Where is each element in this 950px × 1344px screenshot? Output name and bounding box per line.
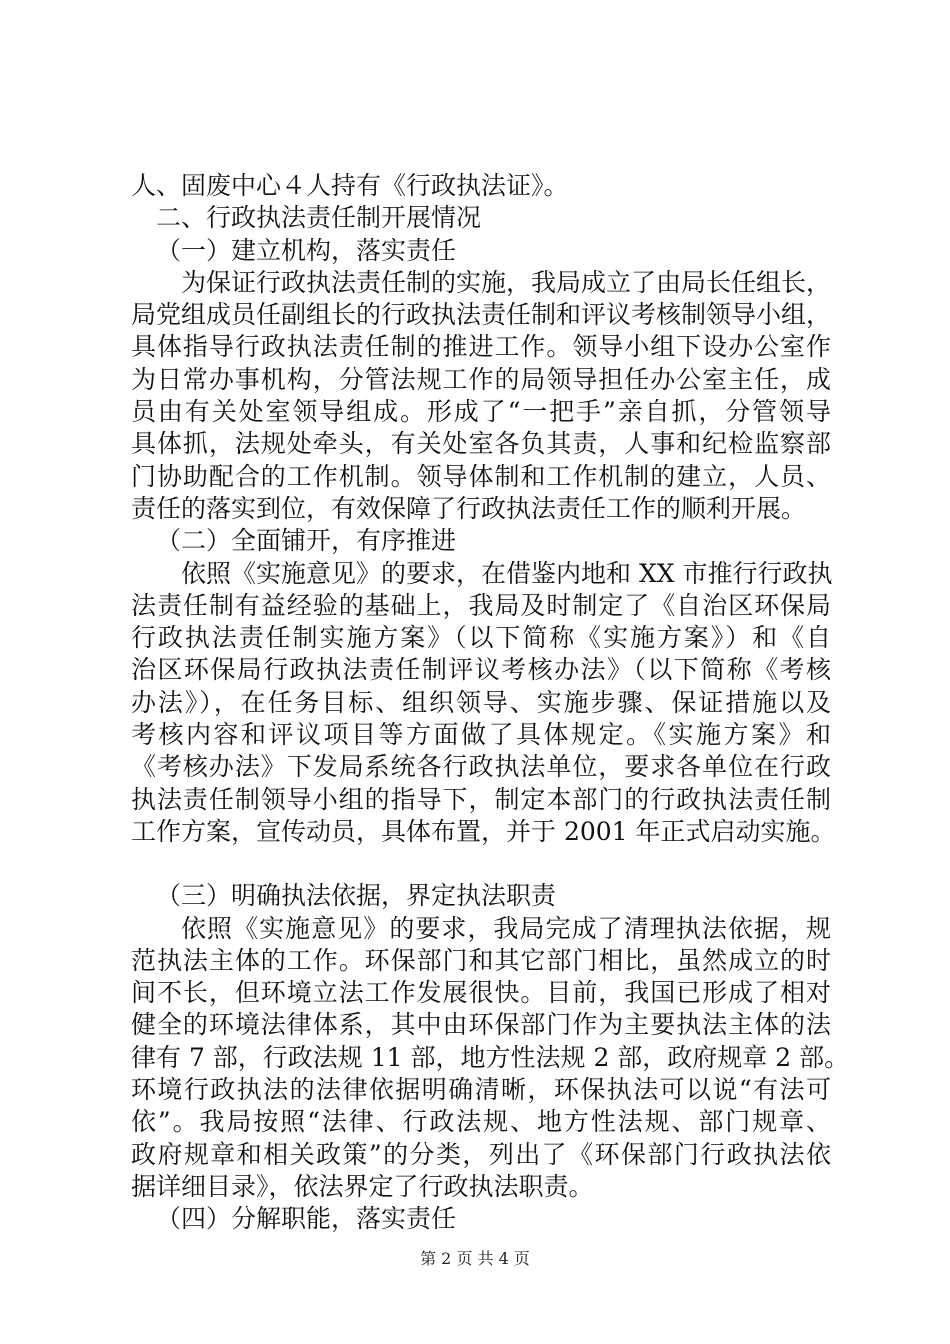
paragraph-line: 员由有关处室领导组成。形成了“一把手”亲自抓，分管领导 — [131, 397, 831, 427]
paragraph-gap — [131, 848, 831, 880]
paragraph-line: 法责任制有益经验的基础上，我局及时制定了《自治区环保局 — [131, 590, 831, 620]
section-heading: 二、行政执法责任制开展情况 — [156, 203, 482, 233]
paragraph-line: 考核内容和评议项目等方面做了具体规定。《实施方案》和 — [131, 720, 831, 750]
paragraph-line: 工作方案，宣传动员，具体布置，并于 2001 年正式启动实施。 — [131, 816, 836, 846]
paragraph-line: 具体指导行政执法责任制的推进工作。领导小组下设办公室作 — [131, 332, 831, 362]
text-line: 人、固废中心４人持有《行政执法证》。 — [131, 171, 569, 200]
paragraph-line: 局党组成员任副组长的行政执法责任制和评议考核制领导小组， — [131, 300, 832, 330]
paragraph-line: 《考核办法》下发局系统各行政执法单位，要求各单位在行政 — [131, 752, 831, 782]
paragraph-line: 据详细目录》，依法界定了行政执法职责。 — [131, 1171, 594, 1201]
page-footer: 第 2 页 共 4 页 — [420, 1249, 530, 1268]
paragraph-line: 具体抓，法规处牵头，有关处室各负其责，人事和纪检监察部 — [131, 429, 831, 459]
paragraph-line: 依照《实施意见》的要求，在借鉴内地和 XX 市推行行政执 — [181, 558, 833, 588]
document-body — [131, 170, 850, 1236]
paragraph-line: 责任的落实到位，有效保障了行政执法责任工作的顺利开展。 — [131, 493, 807, 523]
paragraph-line: 治区环保局行政执法责任制评议考核办法》（以下简称《考核 — [131, 655, 831, 685]
paragraph-line: 间不长，但环境立法工作发展很快。目前，我国已形成了相对 — [131, 978, 831, 1008]
paragraph-line: 执法责任制领导小组的指导下，制定本部门的行政执法责任制 — [131, 784, 831, 814]
subsection-heading: （四）分解职能，落实责任 — [156, 1204, 457, 1234]
paragraph-line: 范执法主体的工作。环保部门和其它部门相比，虽然成立的时 — [131, 945, 831, 975]
paragraph-line: 为保证行政执法责任制的实施，我局成立了由局长任组长， — [181, 267, 832, 297]
paragraph-line: 环境行政执法的法律依据明确清晰，环保执法可以说“有法可 — [131, 1075, 831, 1105]
paragraph-line: 为日常办事机构，分管法规工作的局领导担任办公室主任，成 — [131, 364, 831, 394]
subsection-heading: （一）建立机构，落实责任 — [156, 235, 457, 265]
subsection-heading: （三）明确执法依据，界定执法职责 — [156, 881, 557, 911]
paragraph-line: 门协助配合的工作机制。领导体制和工作机制的建立，人员、 — [131, 461, 831, 491]
paragraph-line: 政府规章和相关政策”的分类，列出了《环保部门行政执法依 — [131, 1139, 831, 1169]
subsection-heading: （二）全面铺开，有序推进 — [156, 526, 457, 556]
paragraph-line: 办法》），在任务目标、组织领导、实施步骤、保证措施以及 — [131, 687, 831, 717]
paragraph-line: 行政执法责任制实施方案》（以下简称《实施方案》）和《自 — [131, 623, 831, 653]
paragraph-line: 健全的环境法律体系，其中由环保部门作为主要执法主体的法 — [131, 1010, 831, 1040]
paragraph-line: 依照《实施意见》的要求，我局完成了清理执法依据，规 — [181, 913, 831, 943]
paragraph-line: 依”。我局按照“法律、行政法规、地方性法规、部门规章、 — [131, 1107, 831, 1137]
paragraph-line: 律有 7 部，行政法规 11 部，地方性法规 2 部，政府规章 2 部。 — [131, 1042, 850, 1072]
